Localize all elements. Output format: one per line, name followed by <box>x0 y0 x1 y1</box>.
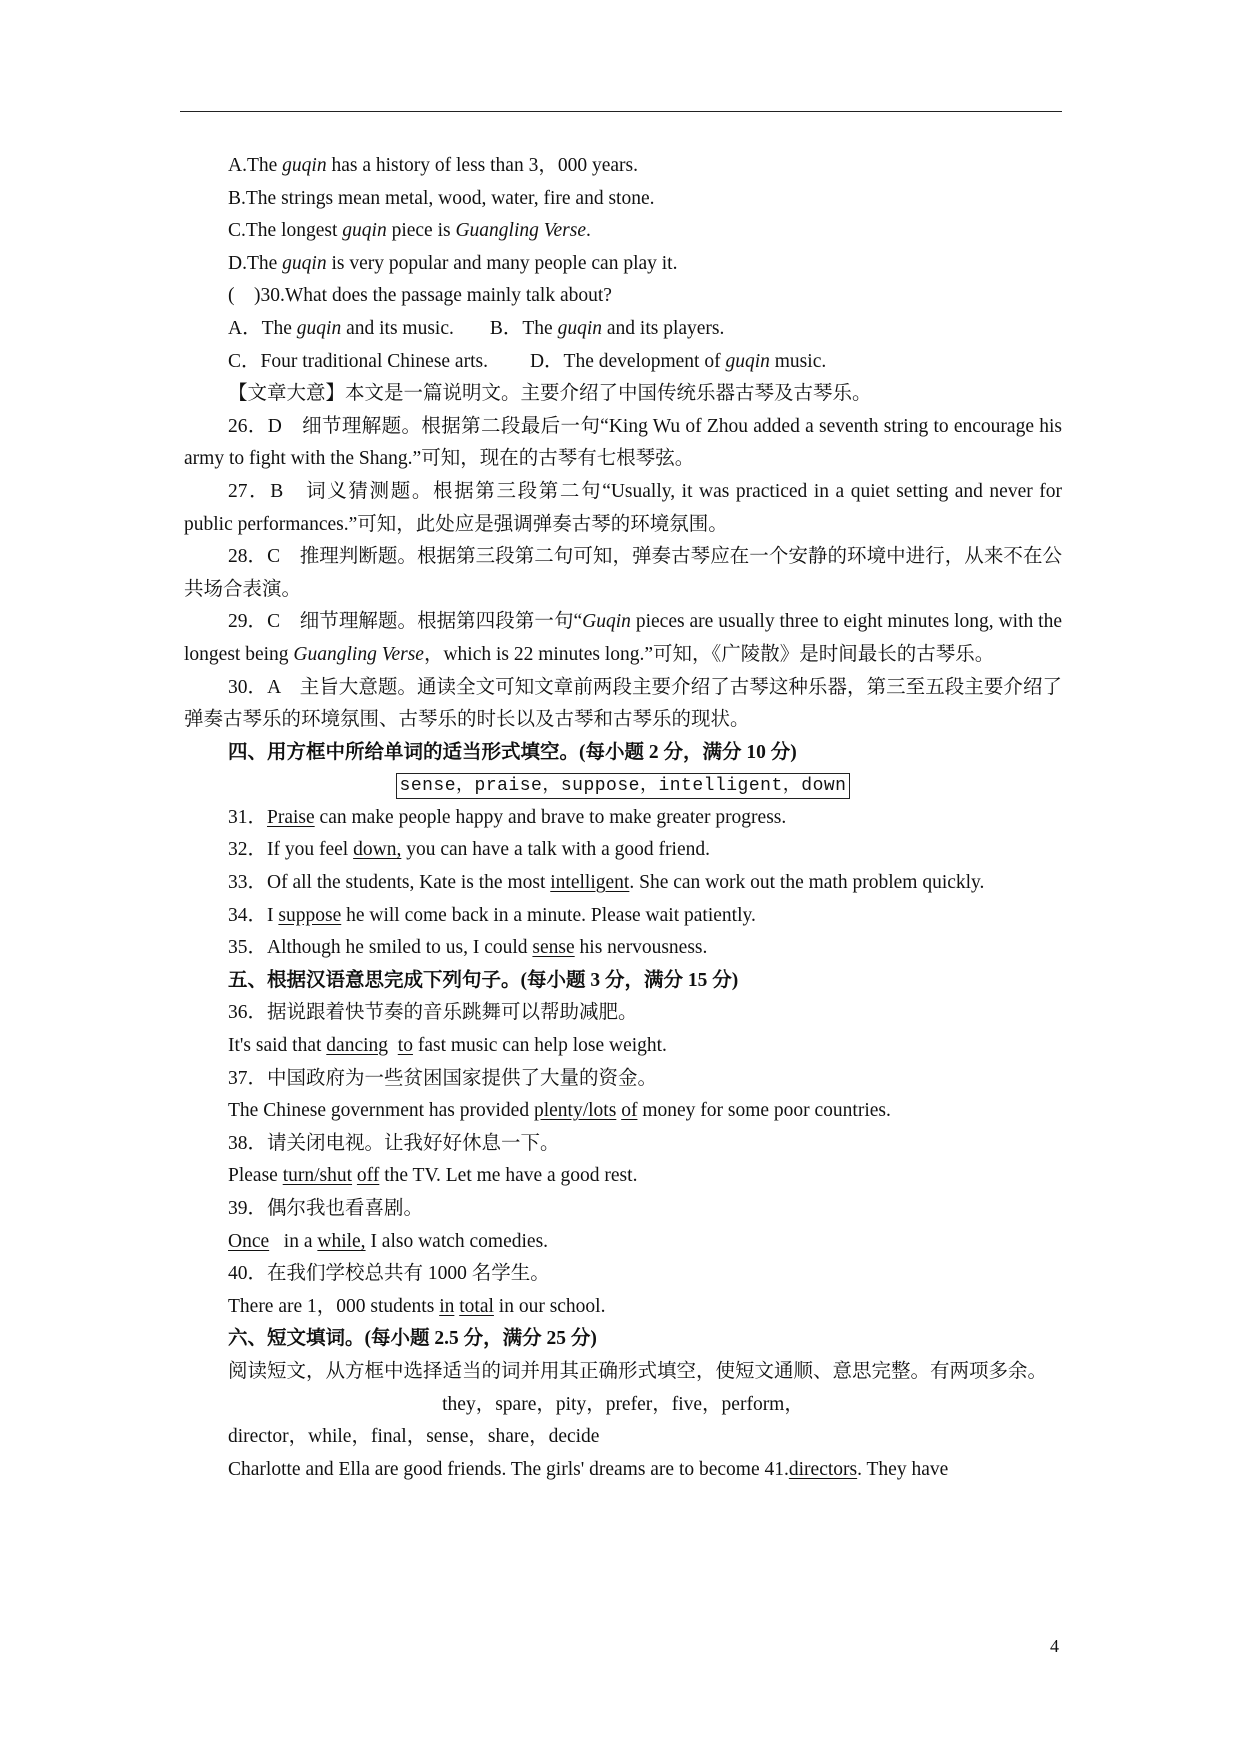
q30-stem: ( )30.What does the passage mainly talk about? <box>228 285 612 307</box>
q29-option-d: D.The guqin is very popular and many people can play it. <box>228 252 678 274</box>
question-38-chinese: 38．请关闭电视。让我好好休息一下。 <box>228 1132 560 1154</box>
question-35: 35．Although he smiled to us, I could sense his nervousness. <box>228 937 708 959</box>
section-6-heading: 六、短文填词。(每小题 2.5 分，满分 25 分) <box>228 1328 597 1350</box>
question-32: 32．If you feel down, you can have a talk with a good friend. <box>228 839 710 861</box>
answer-blank: of <box>621 1100 638 1122</box>
answer-blank: off <box>356 1165 380 1187</box>
passage-start: Charlotte and Ella are good friends. The girls' dreams are to become 41.directors. They have <box>228 1458 949 1480</box>
answer-blank: sense <box>532 937 575 959</box>
question-39-chinese: 39．偶尔我也看喜剧。 <box>228 1198 424 1219</box>
answer-blank: total <box>459 1295 494 1317</box>
word-box-row <box>184 769 1062 802</box>
page-number: 4 <box>1050 1636 1059 1656</box>
answer-blank: in <box>439 1295 455 1317</box>
article-summary: 【文章大意】本文是一篇说明文。主要介绍了中国传统乐器古琴及古琴乐。 <box>228 383 872 405</box>
question-38-english: Please turn/shut off the TV. Let me have a good rest. <box>228 1165 638 1187</box>
word-box: sense，praise，suppose，intelligent，down <box>396 773 851 799</box>
q30-options-ab: A．The guqin and its music. B．The guqin and its players. <box>228 317 725 339</box>
q30-options-cd: C．Four traditional Chinese arts. D．The development of guqin music. <box>228 350 827 372</box>
answer-blank: intelligent <box>550 872 630 894</box>
answer-26: 26．D 细节理解题。根据第二段最后一句“King Wu of Zhou added a seventh string to encourage his army to fight with the Shang.”可知，现在的古琴有七根琴弦。 <box>184 415 1062 470</box>
answer-27: 27．B 词义猜测题。根据第三段第二句“Usually, it was practiced in a quiet setting and never for public performances.”可知，此处应是强调弹奏古琴的环境氛围。 <box>184 480 1062 535</box>
question-40-english: There are 1，000 students in total in our school. <box>228 1295 606 1317</box>
question-31: 31．Praise can make people happy and brave to make greater progress. <box>228 806 787 828</box>
question-36-chinese: 36．据说跟着快节奏的音乐跳舞可以帮助减肥。 <box>228 1002 638 1024</box>
answer-blank: Praise <box>267 806 315 828</box>
word-bank-line-1: they，spare，pity，prefer，five，perform， <box>442 1393 804 1415</box>
answer-blank: plenty/lots <box>533 1100 617 1122</box>
question-34: 34．I suppose he will come back in a minute. Please wait patiently. <box>228 904 756 926</box>
document-body <box>184 150 1062 1486</box>
question-39-english: Once in a while, I also watch comedies. <box>228 1230 549 1252</box>
section-5-heading: 五、根据汉语意思完成下列句子。(每小题 3 分，满分 15 分) <box>228 969 739 991</box>
q29-option-a: A.The guqin has a history of less than 3，000 years. <box>228 155 638 176</box>
answer-blank: while, <box>317 1230 366 1252</box>
question-36-english: It's said that dancing to fast music can help lose weight. <box>228 1035 667 1057</box>
answer-blank: turn/shut <box>282 1165 353 1187</box>
header-rule <box>180 111 1062 112</box>
question-37-english: The Chinese government has provided plenty/lots of money for some poor countries. <box>228 1100 891 1122</box>
answer-blank: down, <box>353 839 402 861</box>
answer-blank: to <box>397 1035 413 1057</box>
answer-29: 29．C 细节理解题。根据第四段第一句“Guqin pieces are usually three to eight minutes long, with the longest being Guangling Verse，which is 22 minutes long.”可知，《广陵散》是时间最长的古琴乐。 <box>184 611 1062 665</box>
answer-blank: Once <box>228 1230 270 1252</box>
question-37-chinese: 37．中国政府为一些贫困国家提供了大量的资金。 <box>228 1067 658 1089</box>
q29-option-b: B.The strings mean metal, wood, water, fire and stone. <box>228 187 655 209</box>
section-4-heading: 四、用方框中所给单词的适当形式填空。(每小题 2 分，满分 10 分) <box>228 741 797 763</box>
answer-30: 30．A 主旨大意题。通读全文可知文章前两段主要介绍了古琴这种乐器，第三至五段主要介绍了弹奏古琴乐的环境氛围、古琴乐的时长以及古琴和古琴乐的现状。 <box>184 676 1062 731</box>
question-33: 33．Of all the students, Kate is the most intelligent. She can work out the math problem quickly. <box>228 872 985 894</box>
answer-blank: suppose <box>278 904 342 926</box>
q29-option-c: C.The longest guqin piece is Guangling Verse. <box>228 220 591 242</box>
answer-28: 28．C 推理判断题。根据第三段第二句可知，弹奏古琴应在一个安静的环境中进行，从来不在公共场合表演。 <box>184 546 1062 600</box>
word-bank-line-2: director，while，final，sense，share，decide <box>228 1426 600 1448</box>
section-6-instructions: 阅读短文，从方框中选择适当的词并用其正确形式填空，使短文通顺、意思完整。有两项多余。 <box>228 1360 1048 1382</box>
answer-blank: directors <box>788 1458 858 1480</box>
question-40-chinese: 40．在我们学校总共有 1000 名学生。 <box>228 1263 550 1285</box>
answer-blank: dancing <box>326 1035 389 1057</box>
